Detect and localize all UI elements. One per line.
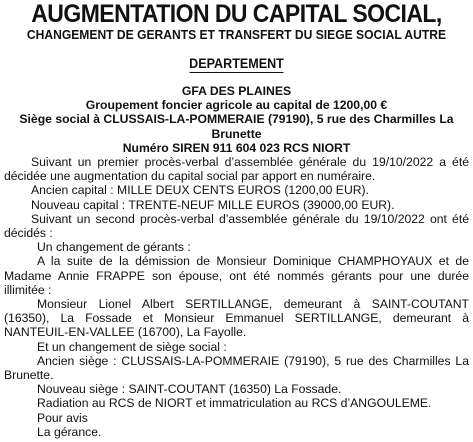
notice-subtitle: CHANGEMENT DE GERANTS ET TRANSFERT DU SIEGE SOCIAL AUTRE xyxy=(26,27,447,42)
notice-body xyxy=(4,155,469,439)
paragraph-new-siege: Nouveau siège : SAINT-COUTANT (16350) La Fossade. xyxy=(37,382,342,397)
paragraph-siege-change: Et un changement de siège social : xyxy=(37,339,227,354)
paragraph-second-pv: Suivant un second procès-verbal d’assemblée générale du 19/10/2022 ont été décidés : xyxy=(4,211,469,241)
notice-title: AUGMENTATION DU CAPITAL SOCIAL, xyxy=(31,0,442,28)
company-siren: Numéro SIREN 911 604 023 RCS NIORT xyxy=(122,140,351,155)
paragraph-first-pv: Suivant un premier procès-verbal d’assemblée générale du 19/10/2022 a été décidée une augmentation du capital social par apport en numéraire. xyxy=(4,155,469,184)
company-name: GFA DES PLAINES xyxy=(181,84,292,98)
company-siege-line1: Siège social à CLUSSAIS-LA-POMMERAIE (79190), 5 rue des Charmilles La xyxy=(19,112,454,127)
paragraph-old-capital: Ancien capital : MILLE DEUX CENTS EUROS (1200,00 EUR). xyxy=(31,183,369,198)
paragraph-new-gerants: Monsieur Lionel Albert SERTILLANGE, demeurant à SAINT-COUTANT (16350), La Fossade et Monsieur Emmanuel SERTILLANGE, demeurant à NANTEUIL-EN-VALLEE (16700), La Fayolle. xyxy=(4,297,469,340)
paragraph-new-capital: Nouveau capital : TRENTE-NEUF MILLE EUROS (39000,00 EUR). xyxy=(31,197,395,212)
company-type-capital: Groupement foncier agricole au capital de 1200,00 € xyxy=(85,98,388,113)
department-heading xyxy=(20,56,452,72)
paragraph-gerants-change: Un changement de gérants : xyxy=(37,240,191,255)
company-siege-line2: Brunette xyxy=(211,126,262,141)
department-label: DEPARTEMENT xyxy=(189,56,284,71)
paragraph-demission: A la suite de la démission de Monsieur Dominique CHAMPHOYAUX et de Madame Annie FRAPPE son épouse, ont été nommés gérants pour une durée illimitée : xyxy=(4,254,469,297)
paragraph-pour-avis: Pour avis xyxy=(37,410,88,425)
paragraph-radiation: Radiation au RCS de NIORT et immatriculation au RCS d’ANGOULEME. xyxy=(37,396,432,411)
paragraph-old-siege: Ancien siège : CLUSSAIS-LA-POMMERAIE (79190), 5 rue des Charmilles La Brunette. xyxy=(4,353,469,383)
paragraph-signature: La gérance. xyxy=(37,424,102,439)
